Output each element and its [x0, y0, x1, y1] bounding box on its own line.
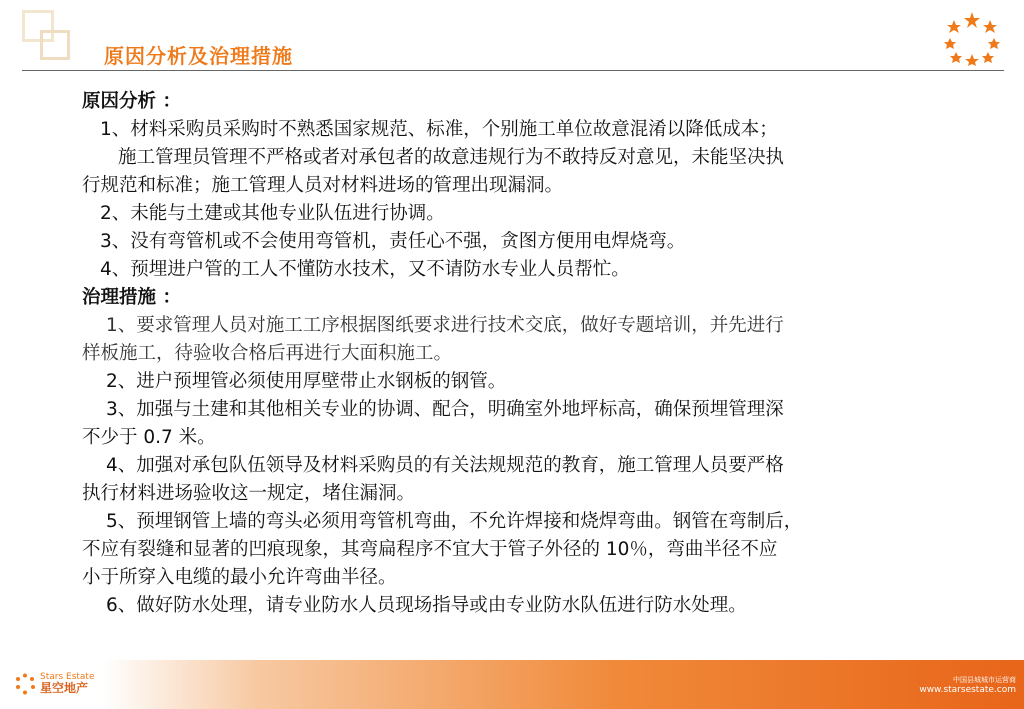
- measure-item-5-cont: 不应有裂缝和显著的凹痕现象，其弯扁程序不宜大于管子外径的 10％，弯曲半径不应: [82, 539, 778, 560]
- measure-item-1-cont: 样板施工，待验收合格后再进行大面积施工。: [82, 343, 453, 364]
- footer-slogan: 中国县城城市运营商: [953, 676, 1016, 684]
- measure-heading: 治理措施 ：: [82, 287, 181, 308]
- footer-url[interactable]: www.starsestate.com: [919, 685, 1016, 695]
- cause-heading: 原因分析 ：: [82, 91, 181, 112]
- cause-item-3: 3、没有弯管机或不会使用弯管机，责任心不强，贪图方便用电焊烧弯。: [100, 231, 686, 252]
- cause-item-1: 1、材料采购员采购时不熟悉国家规范、标准，个别施工单位故意混淆以降低成本；: [100, 119, 778, 140]
- title-divider: [22, 70, 1004, 71]
- footer-info: [919, 676, 1016, 696]
- cause-item-4: 4、预埋进户管的工人不懂防水技术，又不请防水专业人员帮忙。: [100, 259, 630, 280]
- corner-decoration-2: [40, 30, 70, 60]
- cause-item-1-cont: 施工管理员管理不严格或者对承包者的故意违规行为不敢持反对意见，未能坚决执: [118, 147, 785, 168]
- measure-item-4-cont: 执行材料进场验收这一规定，堵住漏洞。: [82, 483, 416, 504]
- measure-item-3: 3、加强与土建和其他相关专业的协调、配合，明确室外地坪标高，确保预埋管理深: [106, 399, 784, 420]
- slide-title: 原因分析及治理措施: [104, 44, 293, 68]
- logo-english-name: Stars Estate: [40, 672, 95, 682]
- logo-chinese-name: 星空地产: [40, 681, 89, 695]
- measure-item-5-cont2: 小于所穿入电缆的最小允许弯曲半径。: [82, 567, 397, 588]
- measure-item-1: 1、要求管理人员对施工工序根据图纸要求进行技术交底，做好专题培训，并先进行: [106, 315, 784, 336]
- brand-star-icon: [942, 10, 1002, 66]
- footer-logo: [14, 672, 95, 695]
- cause-item-2: 2、未能与土建或其他专业队伍进行协调。: [100, 203, 445, 224]
- logo-star-icon: [14, 673, 36, 695]
- footer-bar: [0, 660, 1024, 709]
- measure-item-2: 2、进户预埋管必须使用厚壁带止水钢板的钢管。: [106, 371, 507, 392]
- measure-item-3-cont: 不少于 0.7 米。: [82, 427, 216, 448]
- cause-item-1-cont2: 行规范和标准；施工管理人员对材料进场的管理出现漏洞。: [82, 175, 564, 196]
- measure-item-5: 5、预埋钢管上墙的弯头必须用弯管机弯曲，不允许焊接和烧焊弯曲。钢管在弯制后，: [106, 511, 803, 532]
- measure-item-6: 6、做好防水处理，请专业防水人员现场指导或由专业防水队伍进行防水处理。: [106, 595, 747, 616]
- measure-item-4: 4、加强对承包队伍领导及材料采购员的有关法规规范的教育，施工管理人员要严格: [106, 455, 784, 476]
- slide-body: [82, 88, 997, 620]
